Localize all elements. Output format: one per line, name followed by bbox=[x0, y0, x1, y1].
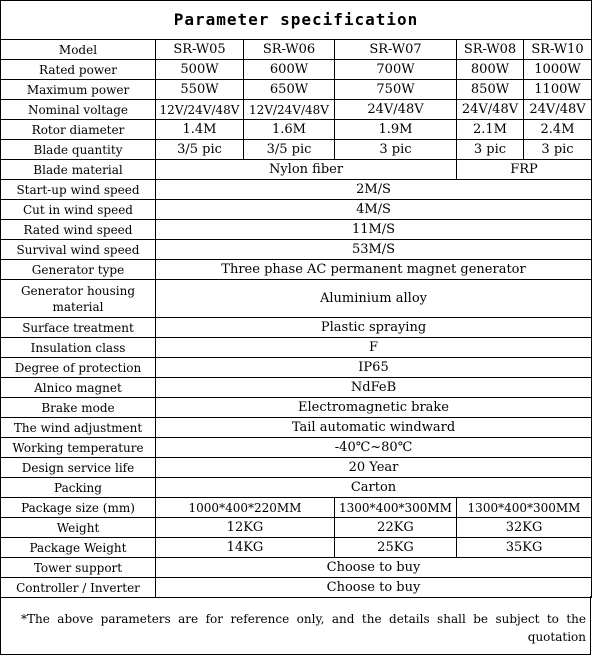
row-label: Survival wind speed bbox=[1, 240, 156, 260]
table-row bbox=[1, 438, 592, 458]
table-row bbox=[1, 338, 592, 358]
value-cell: 850W bbox=[457, 80, 524, 100]
value-cell: 1.9M bbox=[335, 120, 457, 140]
row-label: Brake mode bbox=[1, 398, 156, 418]
table-row bbox=[1, 418, 592, 438]
footnote-text: *The above parameters are for reference only, and the details shall be subject to the quotation bbox=[21, 612, 586, 644]
value-cell: 12V/24V/48V bbox=[244, 100, 335, 120]
value-cell: 2.4M bbox=[524, 120, 592, 140]
value-cell: 12V/24V/48V bbox=[156, 100, 244, 120]
row-label: Surface treatment bbox=[1, 318, 156, 338]
row-label: Generator type bbox=[1, 260, 156, 280]
model-cell: SR-W07 bbox=[335, 40, 457, 60]
row-label: Package Weight bbox=[1, 538, 156, 558]
table-row bbox=[1, 40, 592, 60]
value-cell: FRP bbox=[457, 160, 592, 180]
value-cell: 1300*400*300MM bbox=[457, 498, 592, 518]
value-cell: Tail automatic windward bbox=[156, 418, 592, 438]
value-cell: 24V/48V bbox=[524, 100, 592, 120]
value-cell: 3 pic bbox=[457, 140, 524, 160]
table-row bbox=[1, 260, 592, 280]
table-row bbox=[1, 458, 592, 478]
value-cell: 24V/48V bbox=[457, 100, 524, 120]
value-cell: Nylon fiber bbox=[156, 160, 457, 180]
row-label: Design service life bbox=[1, 458, 156, 478]
value-cell: Plastic spraying bbox=[156, 318, 592, 338]
value-cell: 35KG bbox=[457, 538, 592, 558]
table-row bbox=[1, 358, 592, 378]
row-label: Blade quantity bbox=[1, 140, 156, 160]
value-cell: 1300*400*300MM bbox=[335, 498, 457, 518]
row-label: Nominal voltage bbox=[1, 100, 156, 120]
value-cell: 1000W bbox=[524, 60, 592, 80]
value-cell: F bbox=[156, 338, 592, 358]
table-row bbox=[1, 120, 592, 140]
model-cell: SR-W08 bbox=[457, 40, 524, 60]
table-row bbox=[1, 60, 592, 80]
value-cell: 32KG bbox=[457, 518, 592, 538]
value-cell: 14KG bbox=[156, 538, 335, 558]
row-label: Rotor diameter bbox=[1, 120, 156, 140]
row-label: Tower support bbox=[1, 558, 156, 578]
table-title: Parameter specification bbox=[1, 1, 592, 40]
table-row bbox=[1, 578, 592, 598]
row-label: Alnico magnet bbox=[1, 378, 156, 398]
row-label: Insulation class bbox=[1, 338, 156, 358]
table-row bbox=[1, 100, 592, 120]
table-row bbox=[1, 180, 592, 200]
row-label: Packing bbox=[1, 478, 156, 498]
value-cell: 53M/S bbox=[156, 240, 592, 260]
value-cell: 22KG bbox=[335, 518, 457, 538]
row-label: Generator housing material bbox=[1, 280, 156, 318]
row-label: Rated power bbox=[1, 60, 156, 80]
row-label: Degree of protection bbox=[1, 358, 156, 378]
value-cell: -40℃~80℃ bbox=[156, 438, 592, 458]
row-label: Model bbox=[1, 40, 156, 60]
value-cell: 2M/S bbox=[156, 180, 592, 200]
value-cell: 700W bbox=[335, 60, 457, 80]
value-cell: 20 Year bbox=[156, 458, 592, 478]
row-label: The wind adjustment bbox=[1, 418, 156, 438]
table-row bbox=[1, 140, 592, 160]
value-cell: 3/5 pic bbox=[244, 140, 335, 160]
value-cell: 3/5 pic bbox=[156, 140, 244, 160]
value-cell: 600W bbox=[244, 60, 335, 80]
row-label: Cut in wind speed bbox=[1, 200, 156, 220]
footnote-box bbox=[0, 596, 591, 655]
value-cell: 3 pic bbox=[335, 140, 457, 160]
model-cell: SR-W10 bbox=[524, 40, 592, 60]
model-cell: SR-W05 bbox=[156, 40, 244, 60]
row-label: Package size (mm) bbox=[1, 498, 156, 518]
value-cell: 1.6M bbox=[244, 120, 335, 140]
value-cell: 1.4M bbox=[156, 120, 244, 140]
value-cell: 650W bbox=[244, 80, 335, 100]
value-cell: 500W bbox=[156, 60, 244, 80]
table-row bbox=[1, 80, 592, 100]
row-label: Rated wind speed bbox=[1, 220, 156, 240]
row-label: Maximum power bbox=[1, 80, 156, 100]
value-cell: NdFeB bbox=[156, 378, 592, 398]
table-row bbox=[1, 398, 592, 418]
table-row bbox=[1, 220, 592, 240]
model-cell: SR-W06 bbox=[244, 40, 335, 60]
value-cell: 750W bbox=[335, 80, 457, 100]
table-row bbox=[1, 558, 592, 578]
row-label: Blade material bbox=[1, 160, 156, 180]
value-cell: 2.1M bbox=[457, 120, 524, 140]
value-cell: Choose to buy bbox=[156, 558, 592, 578]
value-cell: 550W bbox=[156, 80, 244, 100]
table-row bbox=[1, 498, 592, 518]
value-cell: 25KG bbox=[335, 538, 457, 558]
value-cell: Electromagnetic brake bbox=[156, 398, 592, 418]
value-cell: 800W bbox=[457, 60, 524, 80]
value-cell: 1000*400*220MM bbox=[156, 498, 335, 518]
value-cell: IP65 bbox=[156, 358, 592, 378]
row-label: Controller / Inverter bbox=[1, 578, 156, 598]
row-label: Working temperature bbox=[1, 438, 156, 458]
value-cell: 24V/48V bbox=[335, 100, 457, 120]
table-row bbox=[1, 378, 592, 398]
value-cell: 1100W bbox=[524, 80, 592, 100]
value-cell: Aluminium alloy bbox=[156, 280, 592, 318]
table-row bbox=[1, 478, 592, 498]
value-cell: Choose to buy bbox=[156, 578, 592, 598]
row-label: Start-up wind speed bbox=[1, 180, 156, 200]
value-cell: 11M/S bbox=[156, 220, 592, 240]
table-row bbox=[1, 200, 592, 220]
value-cell: 3 pic bbox=[524, 140, 592, 160]
value-cell: Carton bbox=[156, 478, 592, 498]
table-row bbox=[1, 160, 592, 180]
value-cell: 4M/S bbox=[156, 200, 592, 220]
table-row bbox=[1, 240, 592, 260]
table-row bbox=[1, 518, 592, 538]
table-row bbox=[1, 318, 592, 338]
row-label: Weight bbox=[1, 518, 156, 538]
table-row bbox=[1, 280, 592, 318]
value-cell: Three phase AC permanent magnet generator bbox=[156, 260, 592, 280]
value-cell: 12KG bbox=[156, 518, 335, 538]
table-row bbox=[1, 538, 592, 558]
